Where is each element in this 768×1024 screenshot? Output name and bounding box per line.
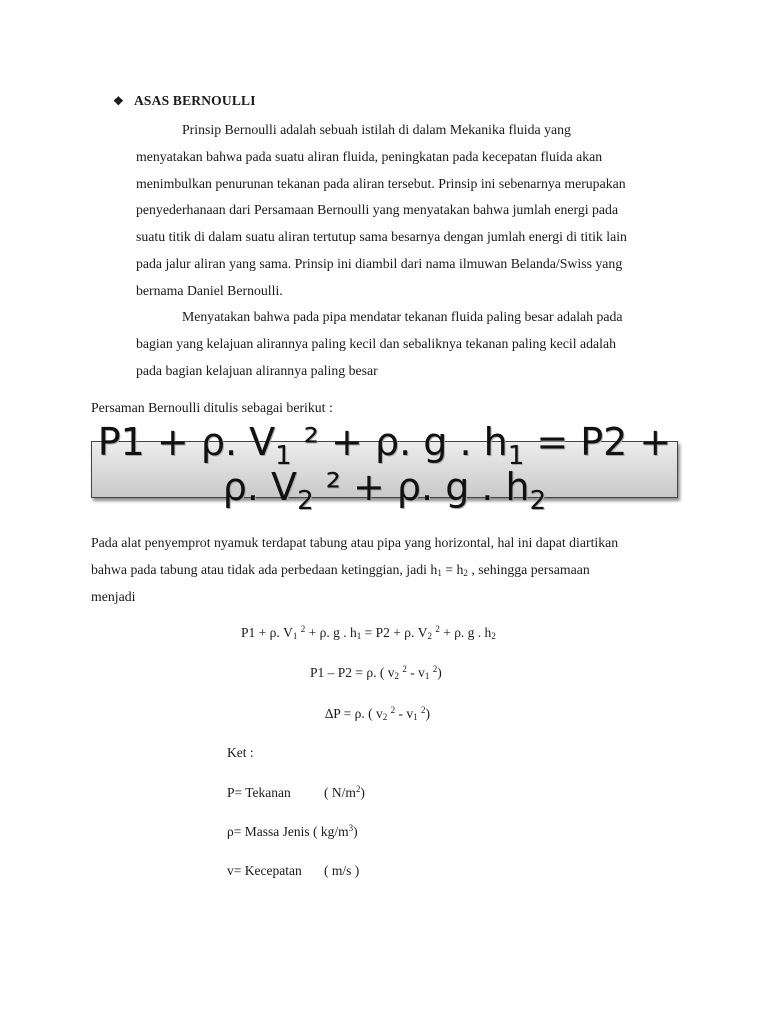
equation-2: P1 – P2 = ρ. ( $v_2$ $^2 - v_1$ $^2$) — [310, 664, 442, 681]
ket-item-velocity: v= Kecepatan ( m/s ) — [227, 863, 360, 878]
section-heading — [113, 93, 256, 109]
paragraph-2 — [136, 304, 676, 384]
paragraph-line: pada bagian kelajuan alirannya paling besar — [136, 362, 378, 378]
paragraph-line: menimbulkan penurunan tekanan pada aliran tersebut. Prinsip ini sebenarnya merupakan — [136, 175, 626, 191]
paragraph-line: penyederhanaan dari Persamaan Bernoulli yang menyatakan bahwa jumlah energi pada — [136, 202, 619, 218]
formula-intro: Persaman Bernoulli ditulis sebagai berikut : — [91, 400, 333, 415]
formula-line-2: ρ. $V_2$ ² + ρ. g . $h_2$ — [222, 465, 547, 516]
ket-item-pressure: P= Tekanan ( $N/m^2$) — [227, 784, 365, 800]
paragraph-line: suatu titik di dalam suatu aliran tertutup sama besarnya dengan jumlah energi di titik lain — [136, 229, 627, 245]
paragraph-line: pada jalur aliran yang sama. Prinsip ini diambil dari nama ilmuwan Belanda/Swiss yang — [136, 255, 623, 271]
formula-line-1: P1 + ρ. $V_1$ ² + ρ. g . $h_1 = P2$ + — [97, 420, 672, 471]
diamond-bullet-icon: ❖ — [113, 93, 124, 108]
paragraph-line: menyatakan bahwa pada suatu aliran fluida, peningkatan pada kecepatan fluida akan — [136, 148, 603, 164]
equation-1: P1 + ρ. $V_1$ $^2$ + ρ. g . $h_1 = P2 + \rho$. $V_2$ $^2$ + ρ. g . $h_2$ — [241, 624, 496, 641]
ket-title: Ket : — [227, 745, 254, 760]
paragraph-1 — [136, 117, 676, 305]
heading-title: ASAS BERNOULLI — [133, 93, 256, 108]
paragraph-line: bernama Daniel Bernoulli. — [136, 282, 283, 298]
ket-item-density: ρ= Massa Jenis ( $kg/m^3$) — [227, 823, 358, 839]
paragraph-line: bahwa pada tabung atau tidak ada perbedaan ketinggian, jadi $h_1 = h_2$ , sehingga persamaan — [91, 562, 590, 578]
bernoulli-formula — [82, 420, 687, 516]
paragraph-line: menjadi — [91, 589, 136, 604]
paragraph-line: Prinsip Bernoulli adalah sebuah istilah di dalam Mekanika fluida yang — [182, 122, 571, 137]
paragraph-line: Pada alat penyemprot nyamuk terdapat tabung atau pipa yang horizontal, hal ini dapat diartikan — [91, 535, 619, 550]
equation-3: ∆P = ρ. ( $v_2$ $^2 - v_1$ $^2$) — [325, 705, 430, 722]
paragraph-3 — [91, 529, 681, 610]
paragraph-line: Menyatakan bahwa pada pipa mendatar tekanan fluida paling besar adalah pada — [182, 309, 623, 324]
paragraph-line: bagian yang kelajuan alirannya paling kecil dan sebaliknya tekanan paling kecil adalah — [136, 335, 617, 351]
